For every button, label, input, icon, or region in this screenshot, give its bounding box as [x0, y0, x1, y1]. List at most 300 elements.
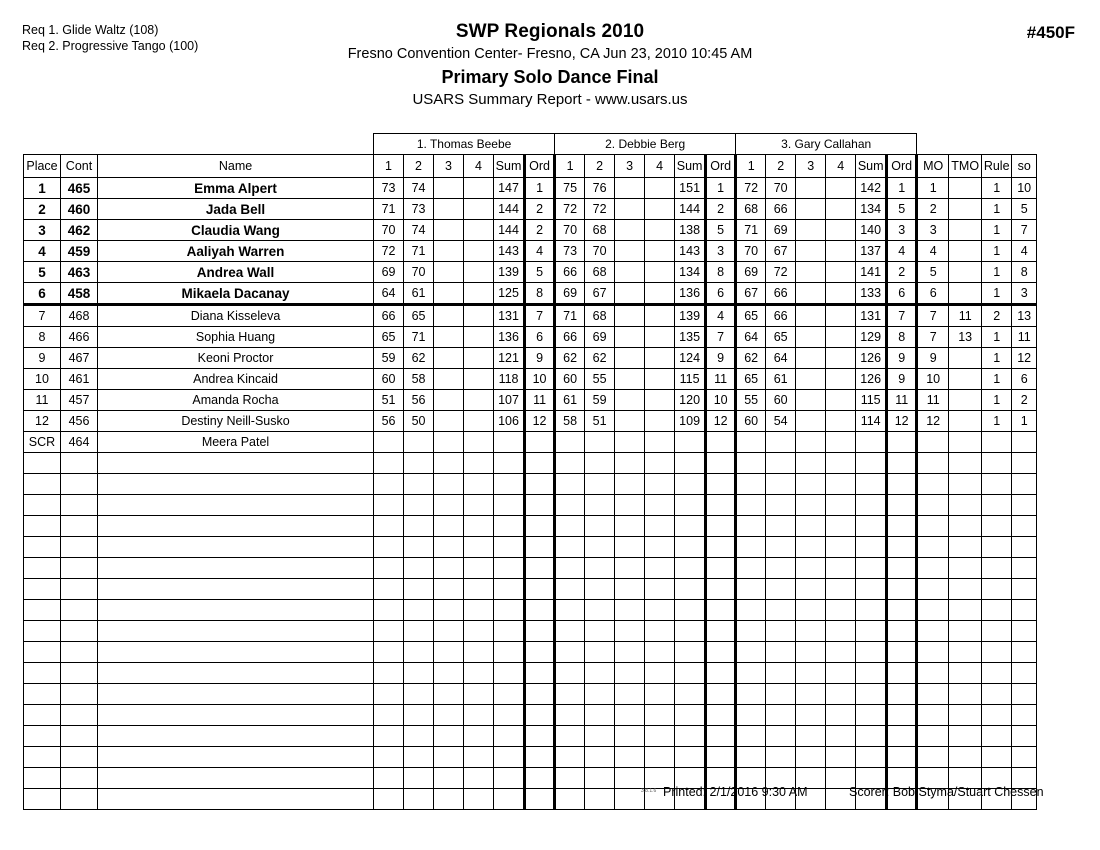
cell-j1-ord: 11: [525, 390, 555, 411]
table-row[interactable]: [24, 199, 1037, 220]
cell-empty: [917, 579, 949, 600]
competition-title: SWP Regionals 2010: [455, 21, 645, 42]
cell-cont: 468: [61, 305, 98, 327]
title-block: [0, 20, 1100, 111]
cell-empty: [24, 663, 61, 684]
cell-j3-sum: 114: [856, 411, 887, 432]
cell-j2-sum: 109: [675, 411, 706, 432]
table-row-empty[interactable]: [24, 537, 1037, 558]
table-row[interactable]: [24, 220, 1037, 241]
cell-j1-sum: 107: [494, 390, 525, 411]
cell-empty: [796, 621, 826, 642]
cell-empty: [615, 558, 645, 579]
cell-empty: [24, 516, 61, 537]
cell-empty: [24, 558, 61, 579]
cell-empty: [766, 495, 796, 516]
cell-empty: [796, 495, 826, 516]
results-table-body: [24, 134, 1037, 810]
cell-empty: [525, 684, 555, 705]
cell-empty: [826, 453, 856, 474]
cell-empty: [61, 495, 98, 516]
cell-empty: [917, 747, 949, 768]
table-row[interactable]: [24, 283, 1037, 305]
cell-empty: [615, 705, 645, 726]
table-row-empty[interactable]: [24, 705, 1037, 726]
table-row-empty[interactable]: [24, 516, 1037, 537]
cell-so: 2: [1012, 390, 1037, 411]
cell-empty: [555, 705, 585, 726]
cell-j3-mark-4: [826, 327, 856, 348]
cell-empty: [766, 663, 796, 684]
table-row[interactable]: [24, 262, 1037, 283]
table-row[interactable]: [24, 178, 1037, 199]
cell-empty: [887, 579, 917, 600]
cell-empty: [374, 705, 404, 726]
cell-empty: [887, 495, 917, 516]
cell-empty: [706, 537, 736, 558]
table-row-empty[interactable]: [24, 453, 1037, 474]
cell-j3-mark-2: 66: [766, 305, 796, 327]
cell-empty: [675, 726, 706, 747]
cell-empty: [464, 726, 494, 747]
cell-empty: [24, 621, 61, 642]
cell-empty: [404, 726, 434, 747]
cell-j3-mark-2: 65: [766, 327, 796, 348]
cell-empty: [434, 726, 464, 747]
cell-j2-sum: 120: [675, 390, 706, 411]
cell-empty: [555, 453, 585, 474]
cell-j3-mark-4: [826, 262, 856, 283]
table-row[interactable]: [24, 305, 1037, 327]
cell-j1-mark-1: 51: [374, 390, 404, 411]
cell-empty: [796, 684, 826, 705]
cell-empty: [766, 558, 796, 579]
cell-empty: [645, 684, 675, 705]
cell-empty: [982, 642, 1012, 663]
cell-empty: [585, 474, 615, 495]
cell-j1-sum: [494, 432, 525, 453]
cell-empty: [555, 495, 585, 516]
cell-empty: [24, 537, 61, 558]
cell-empty: [615, 600, 645, 621]
cell-j1-ord: 4: [525, 241, 555, 262]
cell-empty: [856, 453, 887, 474]
table-row[interactable]: [24, 432, 1037, 453]
cell-tmo: [949, 178, 982, 199]
cell-empty: [1012, 705, 1037, 726]
cell-empty: [1012, 516, 1037, 537]
cell-empty: [585, 747, 615, 768]
judge-banner-1: 1. Thomas Beebe: [374, 134, 555, 155]
table-row-empty[interactable]: [24, 684, 1037, 705]
cell-empty: [736, 642, 766, 663]
cell-empty: [949, 579, 982, 600]
cell-empty: [736, 726, 766, 747]
cell-j1-mark-2: 73: [404, 199, 434, 220]
cell-j1-mark-2: 74: [404, 220, 434, 241]
cell-empty: [374, 642, 404, 663]
cell-cont: 467: [61, 348, 98, 369]
cell-empty: [464, 453, 494, 474]
cell-empty: [464, 705, 494, 726]
cell-j3-sum: [856, 432, 887, 453]
cell-j2-mark-4: [645, 327, 675, 348]
table-row-empty[interactable]: [24, 474, 1037, 495]
col-header-j3-mark-2: 2: [766, 155, 796, 178]
table-row-empty[interactable]: [24, 663, 1037, 684]
cell-empty: [917, 600, 949, 621]
cell-place: 2: [24, 199, 61, 220]
cell-j1-mark-1: 70: [374, 220, 404, 241]
cell-empty: [434, 642, 464, 663]
cell-empty: [525, 516, 555, 537]
cell-so: 3: [1012, 283, 1037, 305]
cell-j2-mark-3: [615, 262, 645, 283]
cell-empty: [949, 558, 982, 579]
cell-empty: [796, 600, 826, 621]
cell-empty: [434, 558, 464, 579]
cell-j3-mark-2: 61: [766, 369, 796, 390]
cell-empty: [826, 579, 856, 600]
cell-j2-ord: 3: [706, 241, 736, 262]
cell-empty: [61, 726, 98, 747]
cell-j2-mark-2: 62: [585, 348, 615, 369]
cell-empty: [826, 516, 856, 537]
cell-j1-mark-4: [464, 241, 494, 262]
cell-empty: [826, 642, 856, 663]
cell-j1-mark-3: [434, 411, 464, 432]
cell-empty: [555, 600, 585, 621]
cell-j1-sum: 121: [494, 348, 525, 369]
cell-name: Amanda Rocha: [98, 390, 374, 411]
cell-empty: [826, 747, 856, 768]
cell-empty: [645, 474, 675, 495]
cell-name: Mikaela Dacanay: [98, 283, 374, 305]
cell-empty: [98, 474, 374, 495]
cell-j1-ord: 10: [525, 369, 555, 390]
cell-j2-mark-1: 58: [555, 411, 585, 432]
cell-j3-mark-1: 65: [736, 369, 766, 390]
cell-j2-mark-1: 62: [555, 348, 585, 369]
cell-j3-mark-3: [796, 220, 826, 241]
cell-j2-ord: 4: [706, 305, 736, 327]
cell-place: 9: [24, 348, 61, 369]
cell-j1-mark-1: 69: [374, 262, 404, 283]
cell-j1-mark-3: [434, 262, 464, 283]
cell-name: Keoni Proctor: [98, 348, 374, 369]
cell-so: 8: [1012, 262, 1037, 283]
table-row[interactable]: [24, 369, 1037, 390]
cell-empty: [434, 600, 464, 621]
cell-j3-mark-2: 72: [766, 262, 796, 283]
table-row-empty[interactable]: [24, 747, 1037, 768]
cell-empty: [796, 453, 826, 474]
cell-empty: [675, 453, 706, 474]
cell-place: 8: [24, 327, 61, 348]
cell-j1-mark-4: [464, 411, 494, 432]
cell-empty: [404, 621, 434, 642]
cell-j2-mark-3: [615, 411, 645, 432]
cell-empty: [675, 495, 706, 516]
cell-cont: 460: [61, 199, 98, 220]
table-row-empty[interactable]: [24, 600, 1037, 621]
cell-empty: [585, 600, 615, 621]
cell-j3-mark-1: 68: [736, 199, 766, 220]
cell-rule: 1: [982, 241, 1012, 262]
cell-j1-mark-3: [434, 199, 464, 220]
cell-j2-mark-4: [645, 220, 675, 241]
cell-j3-sum: 131: [856, 305, 887, 327]
cell-empty: [766, 474, 796, 495]
cell-empty: [887, 705, 917, 726]
cell-tmo: [949, 348, 982, 369]
cell-j3-mark-1: 72: [736, 178, 766, 199]
cell-j2-mark-1: 71: [555, 305, 585, 327]
cell-empty: [494, 642, 525, 663]
judge-banner-3: 3. Gary Callahan: [736, 134, 917, 155]
cell-j1-mark-1: [374, 432, 404, 453]
cell-empty: [675, 537, 706, 558]
cell-name: Andrea Wall: [98, 262, 374, 283]
cell-j3-mark-3: [796, 348, 826, 369]
cell-j2-ord: 11: [706, 369, 736, 390]
cell-empty: [434, 453, 464, 474]
cell-empty: [949, 495, 982, 516]
cell-empty: [374, 579, 404, 600]
cell-empty: [826, 663, 856, 684]
cell-empty: [736, 600, 766, 621]
cell-cont: 456: [61, 411, 98, 432]
cell-empty: [982, 516, 1012, 537]
cell-empty: [917, 684, 949, 705]
cell-j3-mark-3: [796, 241, 826, 262]
cell-empty: [949, 474, 982, 495]
cell-empty: [98, 579, 374, 600]
cell-empty: [494, 516, 525, 537]
cell-empty: [736, 537, 766, 558]
cell-j2-sum: 135: [675, 327, 706, 348]
cell-empty: [645, 600, 675, 621]
cell-empty: [766, 537, 796, 558]
cell-empty: [645, 705, 675, 726]
cell-empty: [706, 516, 736, 537]
cell-empty: [555, 579, 585, 600]
cell-j1-ord: 2: [525, 220, 555, 241]
cell-empty: [675, 663, 706, 684]
cell-j3-mark-1: 67: [736, 283, 766, 305]
cell-empty: [615, 579, 645, 600]
cell-rule: 1: [982, 327, 1012, 348]
cell-empty: [585, 684, 615, 705]
cell-j2-mark-2: 68: [585, 262, 615, 283]
cell-empty: [24, 642, 61, 663]
table-row-empty[interactable]: [24, 621, 1037, 642]
cell-empty: [24, 474, 61, 495]
cell-empty: [615, 642, 645, 663]
cell-j1-mark-3: [434, 305, 464, 327]
cell-empty: [949, 642, 982, 663]
cell-j1-ord: 6: [525, 327, 555, 348]
cell-empty: [766, 579, 796, 600]
cell-empty: [404, 579, 434, 600]
cell-empty: [887, 474, 917, 495]
cell-j1-mark-1: 72: [374, 241, 404, 262]
cell-j3-mark-3: [796, 411, 826, 432]
cell-empty: [645, 537, 675, 558]
cell-empty: [826, 726, 856, 747]
cell-j1-mark-2: 71: [404, 241, 434, 262]
cell-j3-mark-3: [796, 432, 826, 453]
cell-j1-ord: 2: [525, 199, 555, 220]
cell-j3-ord: 4: [887, 241, 917, 262]
cell-empty: [796, 747, 826, 768]
cell-j2-sum: 139: [675, 305, 706, 327]
cell-rule: 1: [982, 283, 1012, 305]
cell-empty: [982, 747, 1012, 768]
cell-empty: [706, 642, 736, 663]
cell-empty: [374, 684, 404, 705]
table-row[interactable]: [24, 390, 1037, 411]
cell-j3-sum: 137: [856, 241, 887, 262]
cell-empty: [917, 726, 949, 747]
cell-j2-mark-4: [645, 178, 675, 199]
cell-empty: [404, 558, 434, 579]
cell-j3-mark-3: [796, 305, 826, 327]
cell-empty: [464, 579, 494, 600]
cell-cont: 465: [61, 178, 98, 199]
cell-empty: [434, 537, 464, 558]
cell-empty: [887, 726, 917, 747]
table-row-empty[interactable]: [24, 495, 1037, 516]
cell-j3-mark-1: 60: [736, 411, 766, 432]
cell-j3-mark-4: [826, 432, 856, 453]
cell-empty: [404, 747, 434, 768]
cell-empty: [917, 642, 949, 663]
cell-empty: [766, 747, 796, 768]
cell-empty: [374, 558, 404, 579]
cell-j2-mark-2: 76: [585, 178, 615, 199]
cell-empty: [1012, 474, 1037, 495]
cell-empty: [434, 495, 464, 516]
table-row[interactable]: [24, 241, 1037, 262]
cell-empty: [464, 537, 494, 558]
cell-j2-mark-2: 55: [585, 369, 615, 390]
cell-empty: [675, 747, 706, 768]
cell-empty: [374, 726, 404, 747]
cell-j1-mark-1: 73: [374, 178, 404, 199]
cell-j1-mark-3: [434, 369, 464, 390]
cell-j2-mark-1: 60: [555, 369, 585, 390]
cell-j1-sum: 144: [494, 220, 525, 241]
cell-empty: [464, 684, 494, 705]
cell-empty: [404, 684, 434, 705]
cell-empty: [982, 558, 1012, 579]
table-row-empty[interactable]: [24, 579, 1037, 600]
cell-j3-mark-1: 70: [736, 241, 766, 262]
cell-j2-mark-3: [615, 327, 645, 348]
cell-empty: [645, 558, 675, 579]
cell-empty: [585, 705, 615, 726]
cell-j3-ord: [887, 432, 917, 453]
cell-j1-mark-1: 66: [374, 305, 404, 327]
cell-empty: [826, 537, 856, 558]
cell-empty: [645, 516, 675, 537]
cell-j3-mark-3: [796, 199, 826, 220]
table-row-empty[interactable]: [24, 726, 1037, 747]
cell-j2-mark-4: [645, 411, 675, 432]
cell-j2-mark-1: [555, 432, 585, 453]
cell-empty: [1012, 726, 1037, 747]
cell-empty: [615, 537, 645, 558]
cell-mo: [917, 432, 949, 453]
table-row[interactable]: [24, 411, 1037, 432]
cell-empty: [826, 495, 856, 516]
cell-place: 11: [24, 390, 61, 411]
cell-j2-sum: 138: [675, 220, 706, 241]
cell-j1-mark-4: [464, 199, 494, 220]
cell-empty: [464, 558, 494, 579]
cell-tmo: [949, 283, 982, 305]
cell-empty: [982, 600, 1012, 621]
cell-mo: 6: [917, 283, 949, 305]
cell-empty: [706, 684, 736, 705]
cell-j2-mark-3: [615, 390, 645, 411]
cell-j1-mark-2: 56: [404, 390, 434, 411]
col-header-so: so: [1012, 155, 1037, 178]
cell-j1-mark-3: [434, 432, 464, 453]
cell-empty: [98, 558, 374, 579]
cell-j1-mark-2: 65: [404, 305, 434, 327]
cell-empty: [585, 537, 615, 558]
col-header-j2-ord: Ord: [706, 155, 736, 178]
cell-tmo: [949, 241, 982, 262]
cell-j3-mark-3: [796, 327, 826, 348]
cell-mo: 9: [917, 348, 949, 369]
cell-empty: [917, 495, 949, 516]
cell-j2-ord: 1: [706, 178, 736, 199]
cell-empty: [585, 663, 615, 684]
cell-empty: [494, 495, 525, 516]
cell-empty: [887, 642, 917, 663]
scorer-credit: Scorer: Bob Styma/Stuart Chessen: [849, 785, 1044, 799]
cell-empty: [706, 663, 736, 684]
cell-empty: [1012, 747, 1037, 768]
table-row-empty[interactable]: [24, 642, 1037, 663]
table-row[interactable]: [24, 327, 1037, 348]
footer-row: [23, 783, 1044, 805]
cell-j3-sum: 142: [856, 178, 887, 199]
col-header-j1-ord: Ord: [525, 155, 555, 178]
cell-empty: [982, 705, 1012, 726]
cell-empty: [706, 579, 736, 600]
cell-empty: [766, 621, 796, 642]
cell-cont: 459: [61, 241, 98, 262]
cell-empty: [917, 558, 949, 579]
cell-empty: [98, 642, 374, 663]
table-row-empty[interactable]: [24, 558, 1037, 579]
cell-empty: [645, 453, 675, 474]
cell-empty: [615, 747, 645, 768]
cell-empty: [1012, 684, 1037, 705]
cell-empty: [434, 705, 464, 726]
table-row[interactable]: [24, 348, 1037, 369]
cell-j1-mark-4: [464, 390, 494, 411]
cell-empty: [98, 516, 374, 537]
cell-empty: [525, 579, 555, 600]
cell-empty: [982, 495, 1012, 516]
col-header-j2-mark-4: 4: [645, 155, 675, 178]
cell-mo: 1: [917, 178, 949, 199]
